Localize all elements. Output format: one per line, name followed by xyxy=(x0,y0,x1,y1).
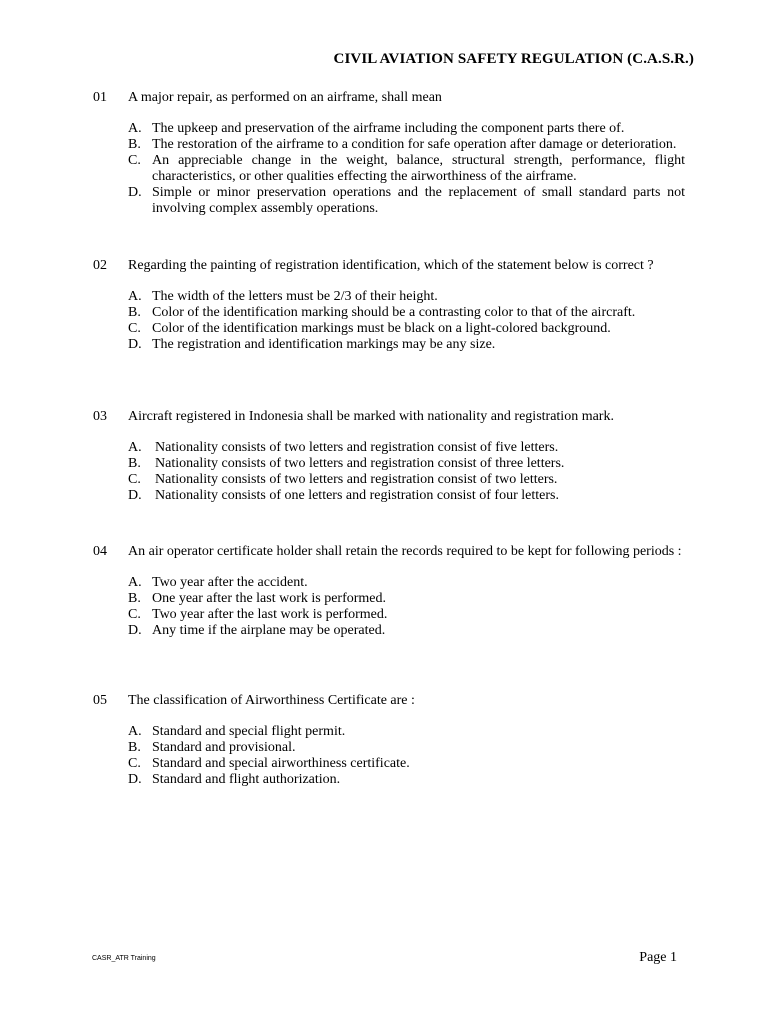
option-text: Standard and provisional. xyxy=(152,740,296,755)
question-text: The classification of Airworthiness Certificate are : xyxy=(128,693,415,708)
option-text: The upkeep and preservation of the airframe including the component parts there of. xyxy=(152,121,625,136)
option-letter: D. xyxy=(128,623,142,638)
question-text: A major repair, as performed on an airframe, shall mean xyxy=(128,90,442,105)
option-text: Color of the identification markings must be black on a light-colored background. xyxy=(152,321,611,336)
answer-option-a xyxy=(128,575,685,591)
answer-option-b xyxy=(128,591,685,607)
question-number: 04 xyxy=(93,544,107,559)
option-letter: C. xyxy=(128,607,141,622)
option-text: Standard and flight authorization. xyxy=(152,772,341,787)
option-text: Two year after the last work is performed. xyxy=(152,607,388,622)
answer-option-a xyxy=(128,289,685,305)
option-letter: D. xyxy=(128,337,142,352)
answer-option-d xyxy=(128,623,685,639)
page-number: Page 1 xyxy=(639,950,677,965)
option-text: Nationality consists of two letters and registration consist of three letters. xyxy=(155,456,565,471)
footer-document-label: CASR_ATR Training xyxy=(92,955,156,962)
option-letter: B. xyxy=(128,740,141,755)
option-letter: C. xyxy=(128,472,141,487)
question-text: Regarding the painting of registration identification, which of the statement below is correct ? xyxy=(128,258,654,273)
question-number: 02 xyxy=(93,258,107,273)
answer-option-b xyxy=(128,456,685,472)
option-letter: A. xyxy=(128,440,142,455)
option-text: Standard and special airworthiness certificate. xyxy=(152,756,410,771)
answer-option-b xyxy=(128,137,685,153)
answer-option-c xyxy=(128,607,685,623)
answer-options xyxy=(128,289,685,353)
question-text: Aircraft registered in Indonesia shall be marked with nationality and registration mark. xyxy=(128,409,614,424)
option-text: Simple or minor preservation operations and the replacement of small standard parts not involving complex assembly operations. xyxy=(152,185,685,216)
answer-options xyxy=(128,724,685,788)
option-letter: A. xyxy=(128,121,142,136)
option-text: The registration and identification markings may be any size. xyxy=(152,337,496,352)
answer-option-c xyxy=(128,756,685,772)
option-text: One year after the last work is performed. xyxy=(152,591,387,606)
question-04 xyxy=(93,543,685,639)
option-text: Standard and special flight permit. xyxy=(152,724,346,739)
question-05 xyxy=(93,692,685,788)
answer-options xyxy=(128,575,685,639)
answer-option-a xyxy=(128,121,685,137)
question-number: 03 xyxy=(93,409,107,424)
question-number: 01 xyxy=(93,90,107,105)
option-text: Two year after the accident. xyxy=(152,575,308,590)
option-text: The restoration of the airframe to a condition for safe operation after damage or deterioration. xyxy=(152,137,677,152)
question-02 xyxy=(93,257,685,353)
answer-option-a xyxy=(128,440,685,456)
answer-option-a xyxy=(128,724,685,740)
question-text: An air operator certificate holder shall retain the records required to be kept for following periods : xyxy=(128,544,682,559)
question-01 xyxy=(93,89,685,217)
answer-option-b xyxy=(128,305,685,321)
answer-option-d xyxy=(128,772,685,788)
question-number: 05 xyxy=(93,693,107,708)
option-letter: D. xyxy=(128,488,142,503)
answer-option-b xyxy=(128,740,685,756)
option-letter: B. xyxy=(128,591,141,606)
answer-option-d xyxy=(128,488,685,504)
option-text: Nationality consists of two letters and registration consist of two letters. xyxy=(155,472,558,487)
answer-option-c xyxy=(128,472,685,488)
option-letter: D. xyxy=(128,185,142,200)
option-text: The width of the letters must be 2/3 of their height. xyxy=(152,289,438,304)
option-letter: A. xyxy=(128,575,142,590)
option-letter: D. xyxy=(128,772,142,787)
option-text: Nationality consists of one letters and registration consist of four letters. xyxy=(155,488,559,503)
answer-option-c xyxy=(128,321,685,337)
option-letter: A. xyxy=(128,724,142,739)
answer-options xyxy=(128,121,685,217)
option-letter: C. xyxy=(128,321,141,336)
answer-option-c xyxy=(128,153,685,185)
option-letter: B. xyxy=(128,305,141,320)
question-03 xyxy=(93,408,685,504)
page-title: CIVIL AVIATION SAFETY REGULATION (C.A.S.R.) xyxy=(333,51,694,67)
option-letter: B. xyxy=(128,456,141,471)
answer-option-d xyxy=(128,337,685,353)
answer-options xyxy=(128,440,685,504)
option-text: Nationality consists of two letters and registration consist of five letters. xyxy=(155,440,559,455)
option-text: An appreciable change in the weight, balance, structural strength, performance, flight characteristics, or other qualities effecting the airworthiness of the airframe. xyxy=(152,153,685,184)
answer-option-d xyxy=(128,185,685,217)
option-letter: C. xyxy=(128,756,141,771)
option-letter: C. xyxy=(128,153,141,168)
option-text: Color of the identification marking should be a contrasting color to that of the aircraft. xyxy=(152,305,636,320)
option-text: Any time if the airplane may be operated. xyxy=(152,623,386,638)
option-letter: B. xyxy=(128,137,141,152)
option-letter: A. xyxy=(128,289,142,304)
